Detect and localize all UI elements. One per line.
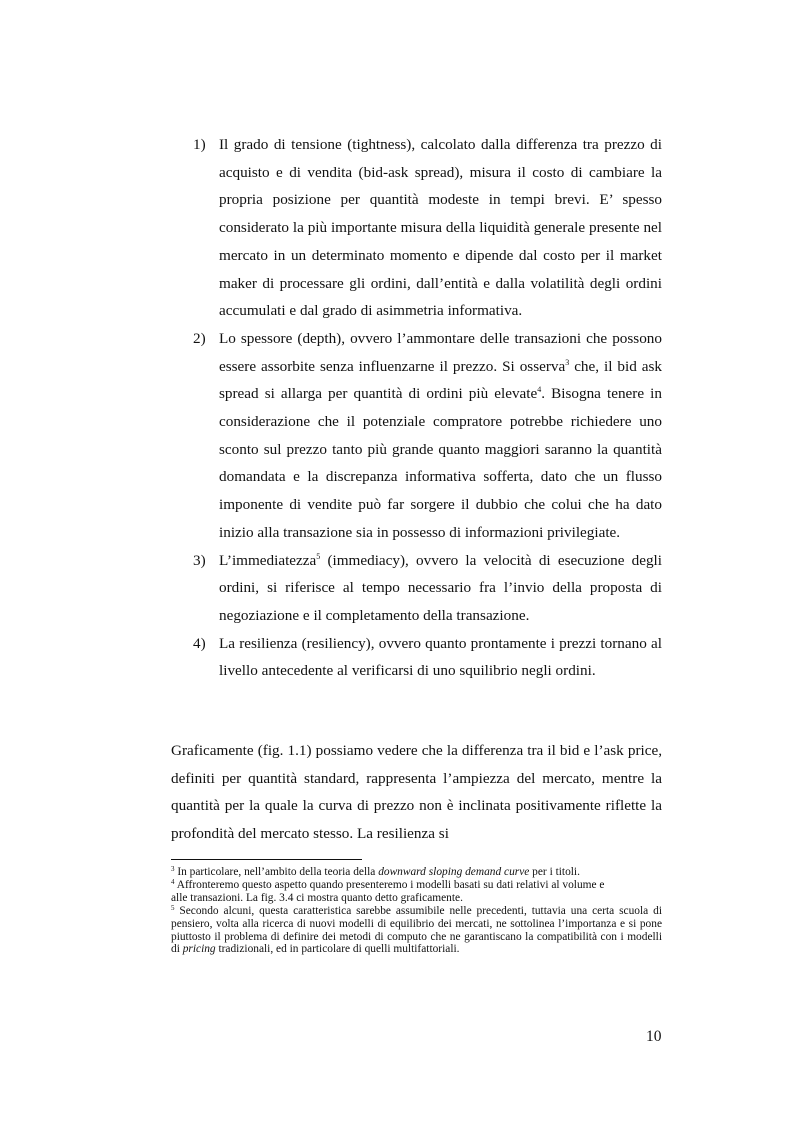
liquidity-dimensions-list [171,131,662,685]
footnote-text-part: In particolare, nell’ambito della teoria della [174,866,379,878]
footnote-3 [171,866,662,879]
list-item-text-part: L’immediatezza [219,551,317,569]
footnote-number: 4 [171,877,175,886]
list-number: 2) [193,329,206,347]
footnote-ref[interactable]: 3 [565,357,570,367]
list-number: 3) [193,551,206,569]
list-item-text-part: (immediacy), ovvero la velocità di esecuzione degli ordini, si riferisce al tempo necessario fra l’invio della proposta di negoziazione e il completamento della transazione. [219,551,662,624]
list-number: 1) [193,136,206,153]
footnote-5 [171,905,662,957]
body-paragraph: Graficamente (fig. 1.1) possiamo vedere che la differenza tra il bid e l’ask price, definiti per quantità standard, rappresenta l’ampiezza del mercato, mentre la quantità per la quale la curva di prezzo non è inclinata positivamente riflette la profondità del mercato stesso. La resilienza si [171,742,662,842]
footnote-separator [171,859,362,860]
footnote-text-part: tradizionali, ed in particolare di quelli multifattoriali. [215,943,460,956]
footnote-ref[interactable]: 4 [537,385,542,395]
page-number: 10 [646,1028,662,1045]
footnotes [171,866,662,956]
footnote-emphasis: downward sloping demand curve [378,866,530,878]
list-item-tightness [171,131,662,325]
list-item-text: La resilienza (resiliency), ovvero quanto prontamente i prezzi tornano al livello antecedente al verificarsi di uno squilibrio negli ordini. [219,634,662,680]
footnote-4 [171,879,662,905]
footnote-text: Affronteremo questo aspetto quando presenteremo i modelli basati su dati relativi al volume e alle transazioni. La fig. 3.4 ci mostra quanto detto graficamente. [171,878,605,904]
list-item-resiliency [171,630,662,685]
list-item-text: Il grado di tensione (tightness), calcolato dalla differenza tra prezzo di acquisto e di vendita (bid-ask spread), misura il costo di cambiare la propria posizione per quantità modeste in tempi brevi. E’ spesso considerato la più importante misura della liquidità generale presente nel mercato in un determinato momento e dipende dal costo per il market maker di processare gli ordini, dall’entità e dalla volatilità degli ordini accumulati e dal grado di asimmetria informativa. [219,136,662,320]
list-item-immediacy [171,547,662,630]
footnote-text-part: Secondo alcuni, questa caratteristica sarebbe assumibile nelle precedenti, tuttavia una certa scuola di pensiero, volta alla ricerca di nuovi modelli di equilibrio dei mercati, ne sottolinea l’importanza e si pone piuttosto il problema di definire dei metodi di computo che ne garantiscano la compatibilità con i modelli di [171,904,662,956]
footnote-text-part: per i titoli. [529,866,580,878]
list-item-text-part: . Bisogna tenere in considerazione che il potenziale compratore potrebbe richiedere uno sconto sul prezzo tanto più grande quanto maggiori saranno la quantità domandata e la discrepanza informativa sofferta, dato che un flusso imponente di vendite può far sorgere il dubbio che colui che ha dato inizio alla transazione sia in possesso di informazioni privilegiate. [219,385,662,541]
list-item-text-part: Lo spessore (depth), ovvero l’ammontare delle transazioni che possono essere assorbite senza influenzarne il prezzo. Si osserva [219,329,662,375]
footnote-number: 3 [171,865,175,873]
footnote-emphasis: pricing [182,943,216,956]
list-item-text-part: che, il bid ask spread si allarga per quantità di ordini più elevate [219,357,662,403]
list-number: 4) [193,634,206,652]
footnote-number: 5 [171,903,175,912]
footnote-ref[interactable]: 5 [316,551,321,561]
list-item-depth [171,325,662,547]
